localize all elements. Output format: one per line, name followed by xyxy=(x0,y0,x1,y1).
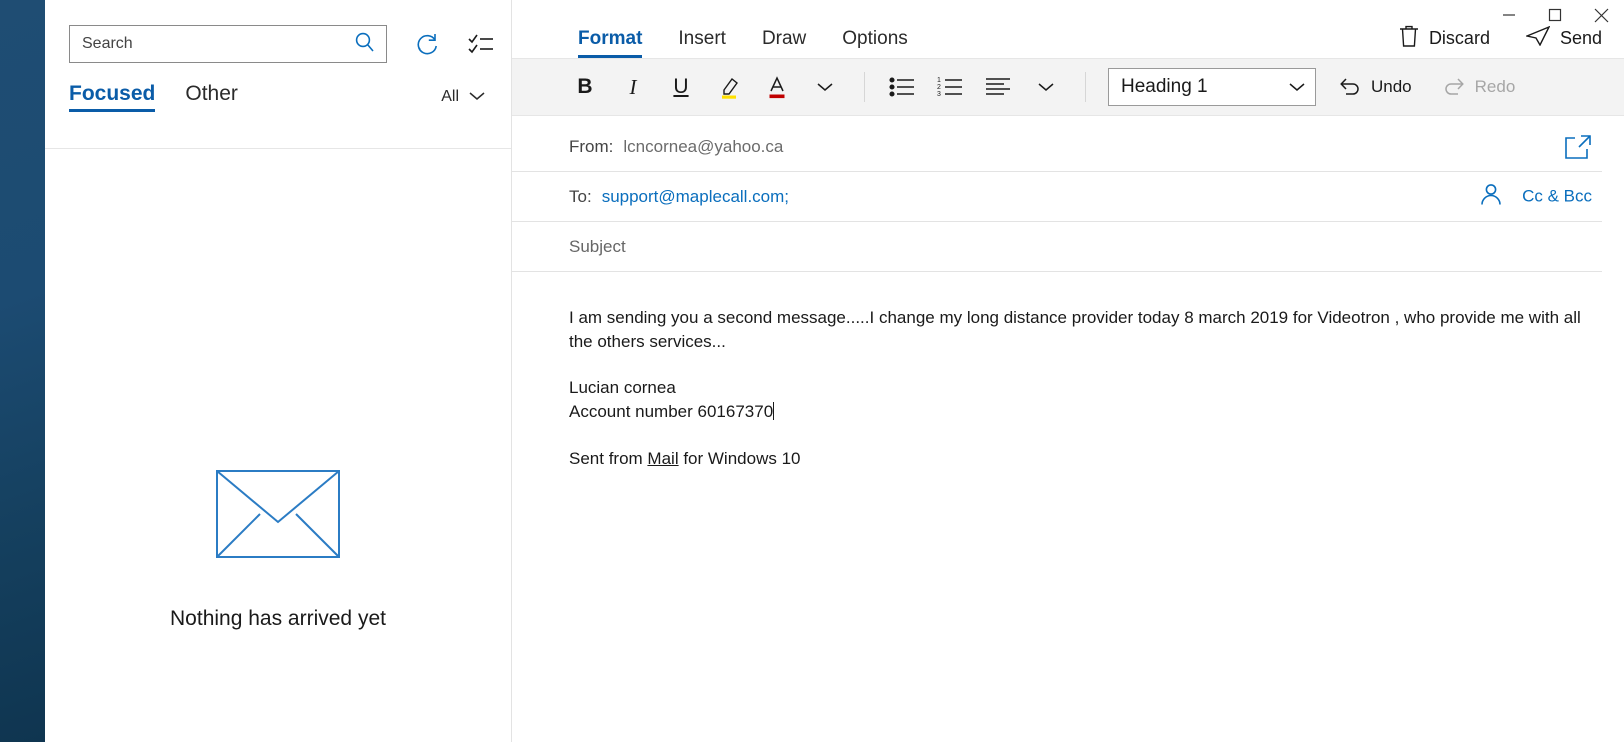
tab-options-label: Options xyxy=(842,28,908,49)
ribbon-separator xyxy=(864,72,865,102)
open-in-new-window-icon[interactable] xyxy=(1564,134,1592,160)
body-signature-name: Lucian cornea xyxy=(569,378,676,398)
message-body[interactable] xyxy=(512,272,1624,471)
pivot-other-label: Other xyxy=(185,82,238,105)
filter-label: All xyxy=(441,88,459,105)
undo-redo-group xyxy=(1338,75,1545,100)
highlighter-icon[interactable] xyxy=(706,66,752,108)
undo-button[interactable] xyxy=(1338,75,1412,100)
empty-list-state xyxy=(45,470,511,631)
search-input[interactable] xyxy=(69,25,387,63)
undo-icon xyxy=(1338,75,1371,100)
tab-draw-label: Draw xyxy=(761,28,807,49)
compose-tabs xyxy=(512,0,1624,58)
to-recipient[interactable]: support@maplecall.com; xyxy=(601,186,790,206)
italic-button[interactable]: I xyxy=(629,74,637,99)
cc-bcc-button[interactable]: Cc & Bcc xyxy=(1522,186,1592,206)
sent-from-prefix: Sent from xyxy=(569,448,648,468)
font-color-icon[interactable] xyxy=(754,66,800,108)
styles-dropdown[interactable] xyxy=(1108,68,1316,106)
list-toolbar xyxy=(45,0,511,62)
numbered-list-icon[interactable] xyxy=(927,66,973,108)
tab-insert[interactable] xyxy=(678,28,726,58)
send-button[interactable] xyxy=(1526,26,1602,51)
focused-other-pivots xyxy=(45,62,511,112)
subject-field-row[interactable] xyxy=(512,222,1602,272)
to-field-row[interactable] xyxy=(512,172,1602,222)
select-mode-icon[interactable] xyxy=(467,30,495,58)
redo-label: Redo xyxy=(1474,77,1516,96)
redo-icon xyxy=(1442,75,1475,100)
tab-draw[interactable] xyxy=(762,28,806,58)
discard-button[interactable] xyxy=(1399,25,1490,52)
text-caret xyxy=(773,402,774,420)
compose-pane xyxy=(512,0,1624,742)
body-sent-from xyxy=(569,447,1584,471)
bulleted-list-icon[interactable] xyxy=(879,66,925,108)
undo-label: Undo xyxy=(1371,77,1412,96)
search-icon xyxy=(352,29,378,60)
chevron-down-icon xyxy=(1289,76,1305,98)
sent-from-suffix: for Windows 10 xyxy=(678,448,801,468)
send-icon xyxy=(1526,26,1560,51)
body-paragraph-1: I am sending you a second message.....I change my long distance provider today 8 march 2019 for Videotron , who provide me with all the others services... xyxy=(569,308,1581,352)
empty-list-message: Nothing has arrived yet xyxy=(170,607,386,630)
mail-app-link[interactable]: Mail xyxy=(647,448,679,468)
search-placeholder: Search xyxy=(82,35,133,52)
filter-dropdown[interactable] xyxy=(441,88,485,106)
from-field-row[interactable] xyxy=(512,122,1602,172)
align-left-icon[interactable] xyxy=(975,66,1021,108)
discard-label: Discard xyxy=(1428,28,1490,48)
bold-button[interactable]: B xyxy=(577,75,593,98)
trash-icon xyxy=(1399,25,1429,52)
subject-placeholder: Subject xyxy=(569,236,626,256)
pivot-other[interactable] xyxy=(185,82,238,112)
message-list-pane xyxy=(45,0,512,742)
body-account-number-text: Account number 60167370 xyxy=(569,402,774,422)
to-label: To: xyxy=(569,186,592,206)
pivot-focused[interactable] xyxy=(69,82,155,112)
styles-value: Heading 1 xyxy=(1121,76,1208,97)
from-label: From: xyxy=(569,136,614,156)
send-label: Send xyxy=(1559,28,1602,48)
more-paragraph-chevron-down-icon[interactable] xyxy=(1023,66,1069,108)
tab-format[interactable] xyxy=(578,28,642,58)
svg-text:3: 3 xyxy=(937,91,941,98)
more-formatting-chevron-down-icon[interactable] xyxy=(802,66,848,108)
svg-text:2: 2 xyxy=(937,84,941,91)
from-value: lcncornea@yahoo.ca xyxy=(623,136,784,156)
tab-format-label: Format xyxy=(578,28,643,49)
desktop-background-strip xyxy=(0,0,45,742)
svg-text:1: 1 xyxy=(937,77,941,84)
list-divider xyxy=(45,148,511,149)
refresh-icon[interactable] xyxy=(413,30,441,58)
tab-options[interactable] xyxy=(842,28,907,58)
underline-button[interactable]: U xyxy=(673,75,689,98)
compose-actions xyxy=(1363,25,1602,52)
chevron-down-icon xyxy=(469,88,485,106)
pivot-focused-label: Focused xyxy=(69,82,156,105)
to-row-actions xyxy=(1478,181,1592,212)
redo-button[interactable] xyxy=(1442,75,1516,100)
body-account-number xyxy=(569,400,1584,424)
formatting-ribbon xyxy=(512,58,1624,116)
ribbon-separator-2 xyxy=(1085,72,1086,102)
tab-insert-label: Insert xyxy=(678,28,726,49)
envelope-icon xyxy=(45,470,511,563)
person-picker-icon[interactable] xyxy=(1478,181,1504,212)
